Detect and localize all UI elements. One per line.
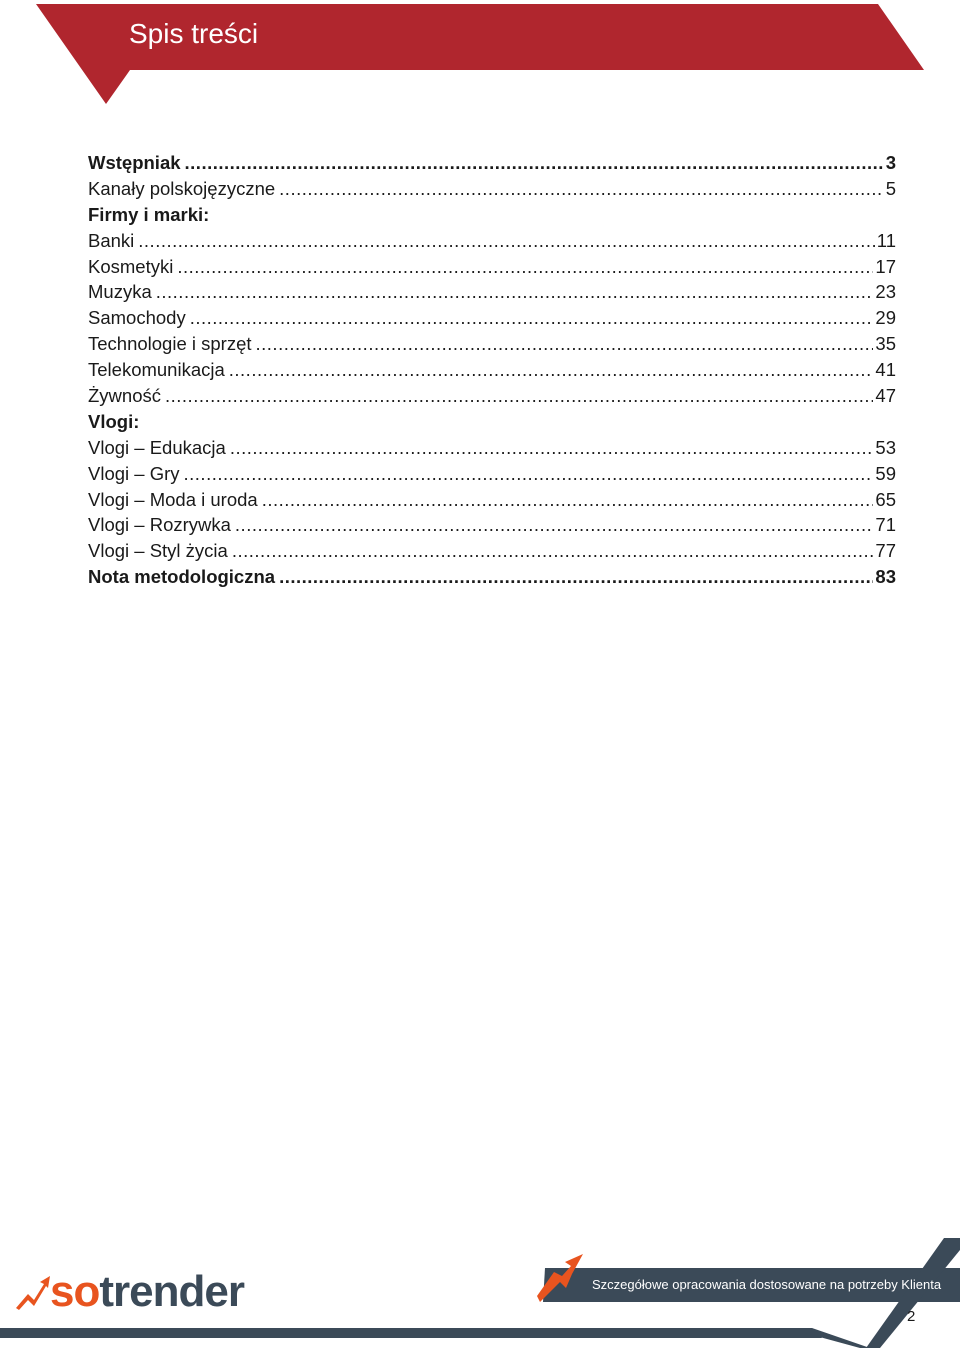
toc-entry-label: Telekomunikacja bbox=[88, 359, 225, 381]
toc-entry-page: 17 bbox=[875, 255, 896, 277]
toc-dot-leader bbox=[235, 512, 874, 538]
logo-text-trender: trender bbox=[99, 1267, 244, 1316]
toc-entry-label: Wstępniak bbox=[88, 152, 181, 173]
toc-entry[interactable] bbox=[88, 461, 896, 487]
toc-dot-leader bbox=[190, 305, 874, 331]
toc-entry-label: Vlogi – Moda i uroda bbox=[88, 488, 258, 510]
toc-entry-page: 5 bbox=[885, 177, 896, 199]
toc-entry-label: Banki bbox=[88, 229, 135, 251]
toc-entry-label: Vlogi – Styl życia bbox=[88, 540, 228, 562]
toc-entry-label: Technologie i sprzęt bbox=[88, 333, 252, 355]
toc-entry-label: Kosmetyki bbox=[88, 255, 174, 277]
toc-entry-page: 53 bbox=[875, 436, 896, 458]
toc-dot-leader bbox=[138, 228, 875, 254]
toc-entry-page: 47 bbox=[875, 385, 896, 407]
toc-entry-page: 65 bbox=[875, 488, 896, 510]
toc-entry[interactable] bbox=[88, 435, 896, 461]
logo-text-so: so bbox=[50, 1267, 100, 1316]
toc-entry-page: 41 bbox=[875, 359, 896, 381]
page-title: Spis treści bbox=[129, 18, 259, 49]
toc-entry[interactable] bbox=[88, 254, 896, 280]
toc-dot-leader bbox=[256, 331, 874, 357]
table-of-contents bbox=[88, 150, 896, 590]
toc-entry[interactable] bbox=[88, 383, 896, 409]
toc-entry-label: Vlogi – Gry bbox=[88, 462, 180, 484]
toc-entry-label: Kanały polskojęzyczne bbox=[88, 177, 276, 199]
toc-entry[interactable] bbox=[88, 538, 896, 564]
toc-entry-label: Żywność bbox=[88, 385, 161, 407]
toc-entry[interactable] bbox=[88, 228, 896, 254]
toc-entry[interactable] bbox=[88, 487, 896, 513]
page-number: 2 bbox=[907, 1308, 916, 1325]
toc-dot-leader bbox=[232, 538, 874, 564]
toc-entry-page: 59 bbox=[875, 462, 896, 484]
toc-section-heading: Vlogi: bbox=[88, 410, 140, 432]
toc-dot-leader bbox=[177, 254, 873, 280]
toc-dot-leader bbox=[230, 435, 874, 461]
toc-entry-label: Vlogi – Edukacja bbox=[88, 436, 226, 458]
toc-entry-label: Nota metodologiczna bbox=[88, 566, 276, 588]
toc-section-heading: Firmy i marki: bbox=[88, 203, 210, 225]
toc-dot-leader bbox=[185, 150, 884, 176]
toc-entry-page: 35 bbox=[875, 333, 896, 355]
toc-entry-page: 3 bbox=[885, 152, 896, 173]
toc-entry[interactable] bbox=[88, 331, 896, 357]
toc-entry-label: Vlogi – Rozrywka bbox=[88, 514, 231, 536]
toc-entry[interactable] bbox=[88, 305, 896, 331]
toc-entry-page: 83 bbox=[875, 566, 896, 588]
toc-dot-leader bbox=[262, 487, 874, 513]
toc-entry[interactable] bbox=[88, 357, 896, 383]
toc-entry-page: 23 bbox=[875, 281, 896, 303]
toc-entry[interactable] bbox=[88, 176, 896, 202]
toc-entry-label: Muzyka bbox=[88, 281, 152, 303]
toc-entry[interactable] bbox=[88, 512, 896, 538]
sotrender-logo bbox=[16, 1267, 244, 1316]
footer-tagline: Szczegółowe opracowania dostosowane na potrzeby Klienta bbox=[592, 1277, 942, 1292]
growth-arrow-icon bbox=[16, 1274, 50, 1310]
toc-entry-page: 77 bbox=[875, 540, 896, 562]
toc-dot-leader bbox=[279, 564, 873, 590]
toc-dot-leader bbox=[156, 279, 874, 305]
toc-entry-label: Samochody bbox=[88, 307, 186, 329]
toc-entry-page: 11 bbox=[876, 229, 896, 251]
toc-entry-page: 29 bbox=[875, 307, 896, 329]
toc-entry[interactable] bbox=[88, 150, 896, 176]
toc-dot-leader bbox=[184, 461, 874, 487]
toc-entry[interactable] bbox=[88, 564, 896, 590]
toc-dot-leader bbox=[279, 176, 884, 202]
header-banner bbox=[0, 0, 960, 110]
toc-dot-leader bbox=[229, 357, 874, 383]
toc-entry[interactable] bbox=[88, 279, 896, 305]
toc-dot-leader bbox=[165, 383, 873, 409]
toc-entry-page: 71 bbox=[875, 514, 896, 536]
